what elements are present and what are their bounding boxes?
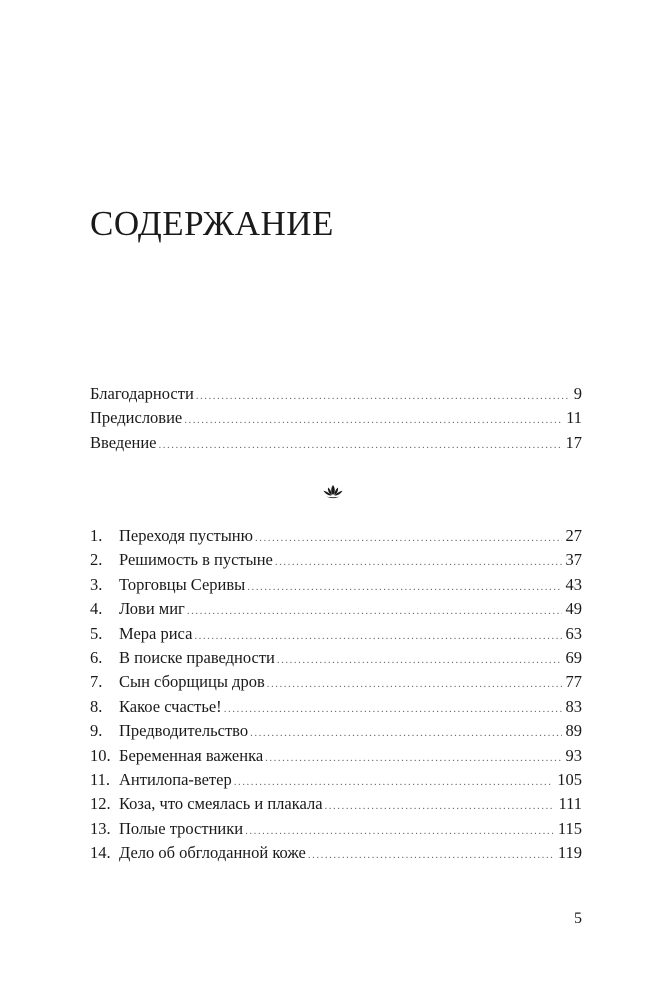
toc-entry-title: Сын сборщицы дров bbox=[119, 672, 265, 692]
toc-entry-page: 11 bbox=[566, 408, 582, 428]
toc-entry-page: 93 bbox=[565, 745, 582, 765]
dot-leader bbox=[267, 679, 562, 690]
toc-entry-title: Дело об обглоданной коже bbox=[119, 843, 306, 863]
page-number: 5 bbox=[574, 910, 582, 927]
toc-entry-page: 27 bbox=[565, 526, 582, 545]
dot-leader bbox=[194, 631, 561, 642]
toc-entry-title: Полые тростники bbox=[119, 818, 244, 838]
toc-entry[interactable] bbox=[90, 792, 582, 816]
toc-entry-page: 105 bbox=[557, 769, 582, 789]
toc-entry[interactable] bbox=[90, 841, 582, 865]
dot-leader bbox=[159, 440, 562, 451]
page-title: СОДЕРЖАНИЕ bbox=[90, 204, 334, 243]
chapter-number: 5. bbox=[90, 623, 103, 643]
toc-entry[interactable] bbox=[90, 382, 582, 406]
dot-leader bbox=[277, 655, 562, 666]
toc-entry[interactable] bbox=[90, 768, 582, 792]
toc-entry[interactable] bbox=[90, 670, 582, 694]
toc-entry-page: 77 bbox=[565, 672, 582, 692]
toc-entry-page: 17 bbox=[565, 432, 582, 452]
toc-entry[interactable] bbox=[90, 573, 582, 597]
toc-entry[interactable] bbox=[90, 744, 582, 768]
lotus-icon bbox=[322, 484, 344, 500]
toc-entry-title: Введение bbox=[90, 432, 157, 452]
dot-leader bbox=[250, 728, 561, 739]
toc-entry[interactable] bbox=[90, 646, 582, 670]
toc-entry-title: Благодарности bbox=[90, 384, 194, 403]
toc-entry-title: Предисловие bbox=[90, 408, 183, 428]
chapter-number: 1. bbox=[90, 526, 103, 545]
chapter-number: 6. bbox=[90, 647, 103, 667]
toc-entry-title: Переходя пустыню bbox=[119, 526, 253, 545]
toc-entry[interactable] bbox=[90, 622, 582, 646]
toc-entry-page: 9 bbox=[573, 384, 582, 403]
toc-entry-title: Антилопа-ветер bbox=[119, 769, 232, 789]
toc-entry-page: 43 bbox=[565, 574, 582, 594]
toc-entry[interactable] bbox=[90, 719, 582, 743]
toc-entry-page: 119 bbox=[557, 843, 582, 863]
toc-entry-title: Какое счастье! bbox=[119, 696, 222, 716]
dot-leader bbox=[245, 826, 554, 837]
toc-front-matter bbox=[90, 382, 582, 455]
toc-entry-title: В поиске праведности bbox=[119, 647, 275, 667]
toc-entry-title: Лови миг bbox=[119, 599, 185, 619]
toc-chapters bbox=[90, 524, 582, 865]
dot-leader bbox=[255, 533, 562, 544]
toc-entry[interactable] bbox=[90, 406, 582, 430]
toc-entry-page: 37 bbox=[565, 550, 582, 570]
toc-entry[interactable] bbox=[90, 597, 582, 621]
toc-entry-title: Мера риса bbox=[119, 623, 193, 643]
chapter-number: 2. bbox=[90, 550, 103, 570]
dot-leader bbox=[224, 704, 562, 715]
toc-entry-page: 115 bbox=[557, 818, 582, 838]
toc-entry[interactable] bbox=[90, 524, 582, 548]
chapter-number: 10. bbox=[90, 745, 111, 765]
dot-leader bbox=[247, 582, 561, 593]
toc-entry[interactable] bbox=[90, 431, 582, 455]
chapter-number: 9. bbox=[90, 721, 103, 741]
chapter-number: 7. bbox=[90, 672, 103, 692]
toc-entry-title: Решимость в пустыне bbox=[119, 550, 273, 570]
toc-entry-title: Торговцы Серивы bbox=[119, 574, 246, 594]
dot-leader bbox=[325, 801, 555, 812]
chapter-number: 14. bbox=[90, 843, 111, 863]
toc-entry-page: 89 bbox=[565, 721, 582, 741]
dot-leader bbox=[187, 606, 562, 617]
dot-leader bbox=[275, 557, 562, 568]
dot-leader bbox=[265, 753, 561, 764]
toc-entry-title: Предводительство bbox=[119, 721, 249, 741]
toc-entry-page: 49 bbox=[565, 599, 582, 619]
toc-entry[interactable] bbox=[90, 695, 582, 719]
chapter-number: 12. bbox=[90, 794, 111, 814]
chapter-number: 13. bbox=[90, 818, 111, 838]
dot-leader bbox=[184, 415, 562, 426]
toc-entry-title: Коза, что смеялась и плакала bbox=[119, 794, 323, 814]
chapter-number: 8. bbox=[90, 696, 103, 716]
dot-leader bbox=[308, 850, 554, 861]
toc-entry-page: 111 bbox=[558, 794, 582, 814]
chapter-number: 4. bbox=[90, 599, 103, 619]
toc-entry[interactable] bbox=[90, 548, 582, 572]
toc-entry-page: 63 bbox=[565, 623, 582, 643]
dot-leader bbox=[234, 777, 554, 788]
chapter-number: 3. bbox=[90, 574, 103, 594]
dot-leader bbox=[196, 391, 570, 402]
toc-entry[interactable] bbox=[90, 817, 582, 841]
toc-entry-page: 69 bbox=[565, 647, 582, 667]
chapter-number: 11. bbox=[90, 769, 111, 789]
toc-entry-title: Беременная важенка bbox=[119, 745, 264, 765]
toc-entry-page: 83 bbox=[565, 696, 582, 716]
